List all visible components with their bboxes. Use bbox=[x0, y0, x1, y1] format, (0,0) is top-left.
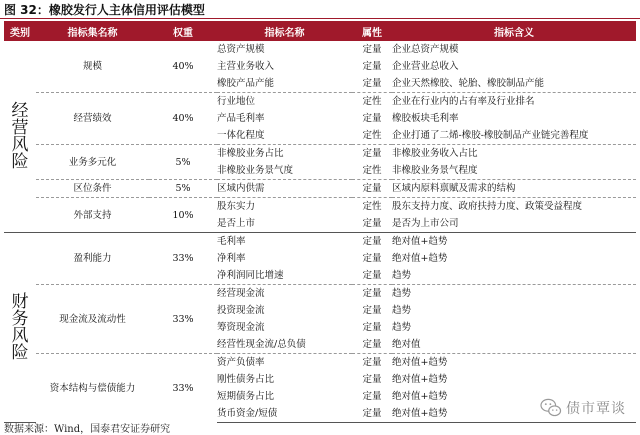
attribute-cell: 定性 bbox=[362, 165, 382, 176]
indicator-cell: 产品毛利率 bbox=[217, 113, 265, 124]
table-row bbox=[4, 354, 636, 372]
weight-cell: 33% bbox=[149, 285, 217, 354]
category-char: 经 bbox=[11, 100, 29, 121]
indicator-cell: 区域内供需 bbox=[217, 180, 352, 198]
category-char: 营 bbox=[11, 117, 29, 138]
weight-cell: 33% bbox=[149, 354, 217, 423]
weight-cell: 40% bbox=[149, 93, 217, 145]
category-char: 财 bbox=[11, 291, 29, 312]
indicator-set-cell: 外部支持 bbox=[36, 198, 149, 233]
indicator-cell: 净利率 bbox=[217, 253, 246, 264]
weight-cell: 5% bbox=[149, 145, 217, 180]
attribute-cell: 定量 bbox=[362, 113, 382, 124]
weight-cell: 40% bbox=[172, 61, 194, 72]
indicator-set-cell: 盈利能力 bbox=[36, 233, 149, 285]
indicator-set-cell: 区位条件 bbox=[36, 180, 149, 198]
indicator-cell: 股东实力 bbox=[217, 198, 352, 216]
table-row bbox=[4, 180, 636, 198]
meaning-cell: 绝对值+趋势 bbox=[392, 374, 448, 385]
indicator-set-cell: 经营绩效 bbox=[36, 93, 149, 145]
category-char: 务 bbox=[11, 308, 29, 329]
meaning-cell: 绝对值+趋势 bbox=[392, 405, 636, 423]
attribute-cell: 定量 bbox=[352, 354, 392, 372]
header-attribute: 属性 bbox=[352, 21, 392, 41]
indicator-cell: 橡胶产品产能 bbox=[217, 78, 275, 89]
meaning-cell: 趋势 bbox=[392, 285, 636, 303]
attribute-cell: 定量 bbox=[362, 322, 382, 333]
meaning-cell: 趋势 bbox=[392, 322, 412, 333]
indicator-cell: 短期债务占比 bbox=[217, 391, 275, 402]
indicator-cell: 非橡胶业务占比 bbox=[217, 145, 352, 163]
table-header-row bbox=[4, 21, 636, 41]
indicator-cell: 经营性现金流/总负债 bbox=[217, 339, 306, 350]
meaning-cell: 趋势 bbox=[392, 270, 412, 281]
attribute-cell: 定量 bbox=[362, 339, 382, 350]
indicator-cell: 总资产规模 bbox=[217, 44, 265, 55]
header-meaning: 指标含义 bbox=[392, 21, 636, 41]
meaning-cell: 企业在行业内的占有率及行业排名 bbox=[392, 93, 636, 111]
wechat-icon bbox=[540, 398, 562, 418]
meaning-cell: 企业打通了二烯-橡胶-橡胶制品产业链完善程度 bbox=[392, 130, 589, 141]
indicator-cell: 主营业务收入 bbox=[217, 61, 275, 72]
weight-cell: 10% bbox=[149, 198, 217, 233]
meaning-cell: 企业总资产规模 bbox=[392, 44, 459, 55]
indicator-cell: 净利润同比增速 bbox=[217, 270, 284, 281]
header-category: 类别 bbox=[4, 21, 36, 41]
weight-cell: 33% bbox=[149, 233, 217, 285]
weight-cell: 5% bbox=[149, 180, 217, 198]
attribute-cell: 定量 bbox=[352, 180, 392, 198]
category-char: 风 bbox=[11, 325, 29, 346]
attribute-cell: 定量 bbox=[362, 305, 382, 316]
attribute-cell: 定量 bbox=[352, 233, 392, 251]
attribute-cell: 定量 bbox=[362, 44, 382, 55]
meaning-cell: 趋势 bbox=[392, 305, 412, 316]
category-char: 险 bbox=[11, 342, 29, 363]
figure-title-bar bbox=[0, 0, 640, 19]
indicator-cell: 刚性债务占比 bbox=[217, 374, 275, 385]
meaning-cell: 企业天然橡胶、轮胎、橡胶制品产能 bbox=[392, 78, 545, 89]
indicator-cell: 毛利率 bbox=[217, 233, 352, 251]
category-char: 险 bbox=[11, 151, 29, 172]
indicator-cell: 非橡胶业务景气度 bbox=[217, 165, 294, 176]
category-cell bbox=[4, 41, 36, 233]
meaning-cell: 绝对值+趋势 bbox=[392, 253, 448, 264]
attribute-cell: 定量 bbox=[352, 145, 392, 163]
meaning-cell: 是否为上市公司 bbox=[392, 218, 459, 229]
attribute-cell: 定量 bbox=[362, 78, 382, 89]
table-row bbox=[4, 145, 636, 163]
meaning-cell: 非橡胶业务收入占比 bbox=[392, 145, 636, 163]
indicator-set-cell: 现金流及流动性 bbox=[36, 285, 149, 354]
indicator-cell: 一体化程度 bbox=[217, 130, 265, 141]
header-weight: 权重 bbox=[149, 21, 217, 41]
attribute-cell: 定量 bbox=[362, 391, 382, 402]
indicator-set-cell: 规模 bbox=[82, 61, 102, 72]
category-cell bbox=[4, 233, 36, 423]
table-body bbox=[4, 41, 636, 423]
attribute-cell: 定性 bbox=[352, 93, 392, 111]
credit-model-table bbox=[4, 21, 636, 423]
figure-title: 图 32：橡胶发行人主体信用评估模型 bbox=[4, 3, 205, 17]
indicator-set-cell: 业务多元化 bbox=[36, 145, 149, 180]
indicator-cell: 经营现金流 bbox=[217, 285, 352, 303]
header-indicator-set: 指标集名称 bbox=[36, 21, 149, 41]
indicator-cell: 投资现金流 bbox=[217, 305, 265, 316]
attribute-cell: 定量 bbox=[362, 61, 382, 72]
attribute-cell: 定量 bbox=[352, 405, 392, 423]
indicator-cell: 货币资金/短债 bbox=[217, 405, 352, 423]
category-char: 风 bbox=[11, 134, 29, 155]
header-indicator: 指标名称 bbox=[217, 21, 352, 41]
meaning-cell: 绝对值+趋势 bbox=[392, 391, 448, 402]
meaning-cell: 绝对值 bbox=[392, 339, 421, 350]
attribute-cell: 定量 bbox=[362, 270, 382, 281]
meaning-cell: 股东支持力度、政府扶持力度、政策受益程度 bbox=[392, 198, 636, 216]
attribute-cell: 定性 bbox=[352, 198, 392, 216]
meaning-cell: 绝对值+趋势 bbox=[392, 233, 636, 251]
meaning-cell: 区域内原料禀赋及需求的结构 bbox=[392, 180, 636, 198]
table-row bbox=[4, 93, 636, 111]
table-row bbox=[4, 285, 636, 303]
attribute-cell: 定量 bbox=[352, 285, 392, 303]
indicator-cell: 资产负债率 bbox=[217, 354, 352, 372]
indicator-cell: 是否上市 bbox=[217, 218, 256, 229]
attribute-cell: 定性 bbox=[362, 130, 382, 141]
attribute-cell: 定量 bbox=[362, 253, 382, 264]
attribute-cell: 定量 bbox=[362, 218, 382, 229]
meaning-cell: 企业营业总收入 bbox=[392, 61, 459, 72]
indicator-set-cell: 资本结构与偿债能力 bbox=[36, 354, 149, 423]
meaning-cell: 绝对值+趋势 bbox=[392, 354, 636, 372]
meaning-cell: 非橡胶业务景气程度 bbox=[392, 165, 478, 176]
source-note: 数据来源：Wind，国泰君安证券研究 bbox=[4, 424, 171, 435]
indicator-cell: 筹资现金流 bbox=[217, 322, 265, 333]
table-row bbox=[4, 198, 636, 216]
watermark-text: 债市覃谈 bbox=[566, 401, 626, 417]
table-row bbox=[4, 41, 636, 58]
watermark bbox=[540, 398, 626, 418]
meaning-cell: 橡胶板块毛利率 bbox=[392, 113, 459, 124]
table-row bbox=[4, 233, 636, 251]
indicator-cell: 行业地位 bbox=[217, 93, 352, 111]
attribute-cell: 定量 bbox=[362, 374, 382, 385]
